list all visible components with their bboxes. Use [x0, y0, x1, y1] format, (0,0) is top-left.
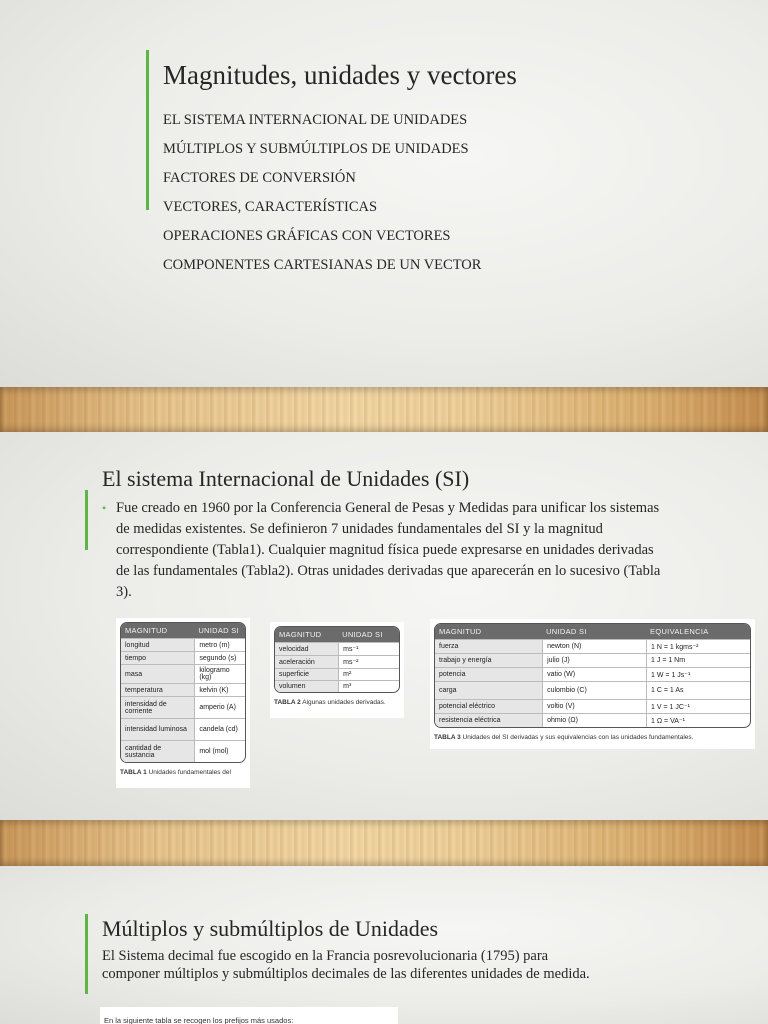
table-row — [435, 699, 750, 713]
table-header: UNIDAD SI — [194, 623, 245, 638]
table-cell: metro (m) — [194, 638, 245, 651]
table-cell: tiempo — [121, 651, 194, 664]
table-row — [121, 696, 245, 718]
table-row — [121, 651, 245, 664]
table-caption — [120, 769, 246, 776]
table-cell: ms⁻¹ — [338, 642, 399, 655]
slide-paragraph: El Sistema decimal fue escogido en la Francia posrevolucionaria (1795) para componer múltiplos y submúltiplos decimales de las diferentes unidades de medida. — [102, 948, 590, 982]
table-row — [275, 655, 399, 668]
slide-3[interactable] — [0, 866, 768, 1024]
table-image-1 — [116, 618, 250, 788]
topic-item: OPERACIONES GRÁFICAS CON VECTORES — [163, 228, 451, 244]
table-cell: newton (N) — [542, 639, 646, 653]
table-row — [435, 653, 750, 667]
units-table — [121, 623, 245, 762]
table-cell: segundo (s) — [194, 651, 245, 664]
table-cell: fuerza — [435, 639, 542, 653]
table-cell: ohmio (Ω) — [542, 713, 646, 727]
table-cell: culombio (C) — [542, 681, 646, 699]
bullet-icon: • — [102, 501, 107, 515]
topic-item: VECTORES, CARACTERÍSTICAS — [163, 199, 378, 215]
table-cell: kilogramo (kg) — [194, 664, 245, 683]
table-cell: 1 N = 1 kgms⁻² — [646, 639, 750, 653]
table-cell: candela (cd) — [194, 718, 245, 740]
table-cell: voltio (V) — [542, 699, 646, 713]
table-cell: velocidad — [275, 642, 338, 655]
table-cell: intensidad de corriente — [121, 696, 194, 718]
table-cell: masa — [121, 664, 194, 683]
table-cell: temperatura — [121, 683, 194, 696]
table-caption — [274, 699, 400, 706]
prefix-table-image — [100, 1007, 398, 1024]
slide-1[interactable] — [0, 0, 768, 387]
derived-units-table — [275, 627, 399, 692]
slide-title: Múltiplos y submúltiplos de Unidades — [102, 916, 439, 941]
table-cell: ms⁻² — [338, 655, 399, 668]
table-cell: aceleración — [275, 655, 338, 668]
table-cell: volumen — [275, 680, 338, 692]
caption-label: TABLA 1 — [120, 769, 147, 776]
table-header: UNIDAD SI — [542, 624, 646, 639]
table-cell: potencia — [435, 667, 542, 681]
table-header: MAGNITUD — [121, 623, 194, 638]
table-intro-text: En la siguiente tabla se recogen los prefijos más usados: — [104, 1016, 294, 1024]
table-header: MAGNITUD — [435, 624, 542, 639]
table-row — [275, 642, 399, 655]
caption-text: Unidades fundamentales del — [148, 769, 231, 776]
table-cell: carga — [435, 681, 542, 699]
table-cell: resistencia eléctrica — [435, 713, 542, 727]
table-cell: 1 C = 1 As — [646, 681, 750, 699]
accent-bar — [85, 490, 88, 550]
table-caption — [434, 734, 751, 741]
accent-bar — [146, 50, 149, 210]
table-row — [121, 664, 245, 683]
table-cell: m² — [338, 668, 399, 680]
slide-separator — [0, 820, 768, 866]
topic-item: FACTORES DE CONVERSIÓN — [163, 170, 356, 186]
caption-label: TABLA 3 — [434, 734, 461, 741]
slide-title: Magnitudes, unidades y vectores — [163, 60, 517, 90]
table-cell: superficie — [275, 668, 338, 680]
table-header: MAGNITUD — [275, 627, 338, 642]
table-row — [435, 639, 750, 653]
table-row — [435, 681, 750, 699]
slide-2[interactable] — [0, 432, 768, 820]
table-cell: intensidad luminosa — [121, 718, 194, 740]
equivalence-table — [435, 624, 750, 727]
table-cell: 1 W = 1 Js⁻¹ — [646, 667, 750, 681]
table-cell: kelvin (K) — [194, 683, 245, 696]
table-row — [121, 638, 245, 651]
slide-title: El sistema Internacional de Unidades (SI) — [102, 466, 470, 491]
table-cell: mol (mol) — [194, 740, 245, 762]
table-row — [121, 740, 245, 762]
table-cell: trabajo y energía — [435, 653, 542, 667]
table-cell: potencial eléctrico — [435, 699, 542, 713]
table-cell: vatio (W) — [542, 667, 646, 681]
caption-text: Algunas unidades derivadas. — [302, 699, 386, 706]
table-row — [121, 683, 245, 696]
table-image-2 — [270, 622, 404, 718]
caption-text: Unidades del SI derivadas y sus equivalencias con las unidades fundamentales. — [462, 734, 694, 741]
topic-item: EL SISTEMA INTERNACIONAL DE UNIDADES — [163, 112, 468, 128]
table-cell: 1 V = 1 JC⁻¹ — [646, 699, 750, 713]
table-header: EQUIVALENCIA — [646, 624, 750, 639]
table-row — [435, 713, 750, 727]
table-cell: longitud — [121, 638, 194, 651]
table-cell: 1 J = 1 Nm — [646, 653, 750, 667]
caption-label: TABLA 2 — [274, 699, 301, 706]
slide-paragraph — [102, 498, 662, 603]
topic-item: COMPONENTES CARTESIANAS DE UN VECTOR — [163, 257, 482, 273]
accent-bar — [85, 914, 88, 994]
table-row — [275, 668, 399, 680]
slide-separator — [0, 387, 768, 432]
table-header: UNIDAD SI — [338, 627, 399, 642]
paragraph-text: Fue creado en 1960 por la Conferencia General de Pesas y Medidas para unificar los sistemas de medidas existentes. Se definieron 7 unidades fundamentales del SI y la magnitud correspondiente (Tabla1). Cualquier magnitud física puede expresarse en unidades derivadas de las fundamentales (Tabla2). Otras unidades derivadas que aparecerán en lo sucesivo (Tabla 3). — [116, 500, 661, 600]
table-row — [435, 667, 750, 681]
table-cell: 1 Ω = VA⁻¹ — [646, 713, 750, 727]
topic-item: MÚLTIPLOS Y SUBMÚLTIPLOS DE UNIDADES — [163, 141, 469, 157]
table-cell: m³ — [338, 680, 399, 692]
table-row — [275, 680, 399, 692]
table-row — [121, 718, 245, 740]
table-image-3 — [430, 619, 755, 749]
topic-list — [163, 108, 481, 282]
table-cell: amperio (A) — [194, 696, 245, 718]
table-cell: julio (J) — [542, 653, 646, 667]
table-cell: cantidad de sustancia — [121, 740, 194, 762]
